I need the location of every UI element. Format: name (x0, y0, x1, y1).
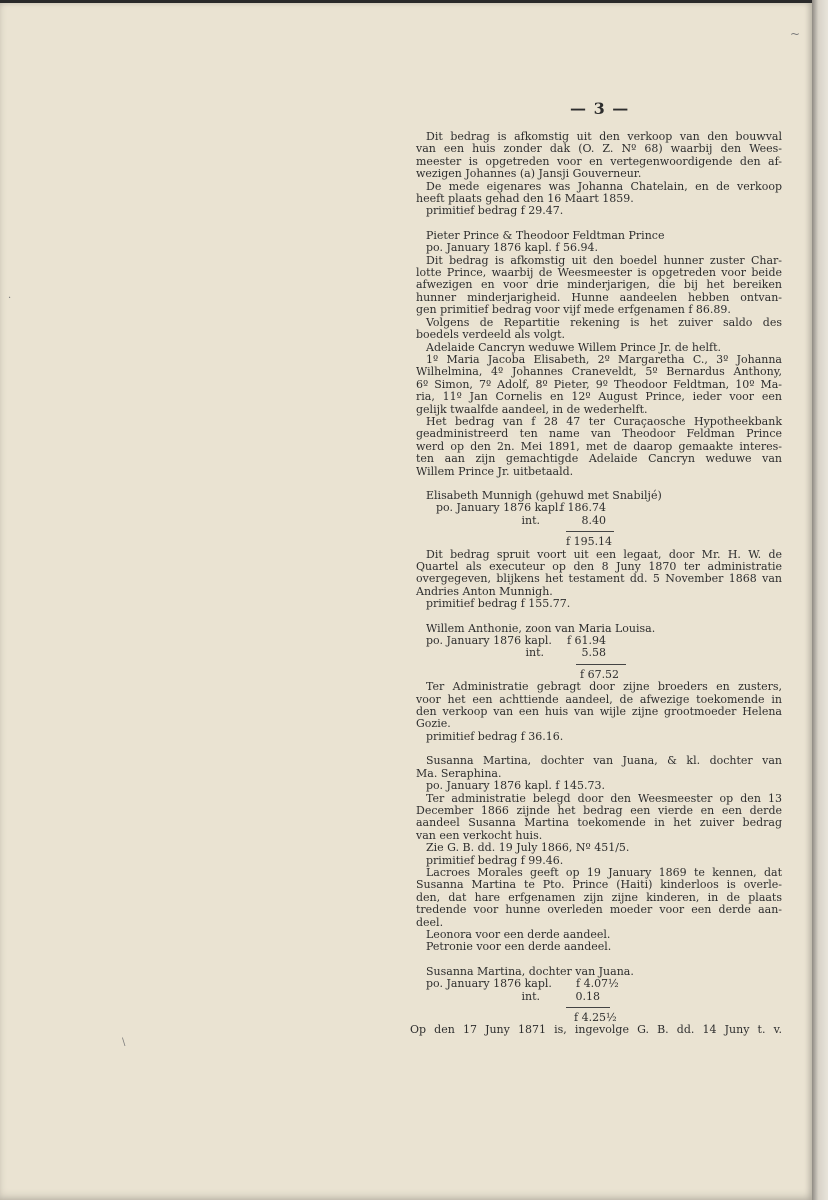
paragraph-line: Dit bedrag spruit voort uit een legaat, door Mr. H. W. de (426, 547, 782, 561)
sum-total: f 67.52 (580, 667, 620, 681)
entry-heading: Pieter Prince & Theodoor Feldtman Prince (426, 228, 665, 242)
paragraph-line: meester is opgetreden voor en vertegenwoordigende den af- (416, 154, 782, 168)
paragraph-line: gen primitief bedrag voor vijf mede erfgenamen f 86.89. (416, 303, 731, 317)
interest-row (416, 515, 782, 527)
interest-label: int. (525, 646, 544, 660)
primitief-amount: primitief bedrag f 99.46. (426, 853, 564, 867)
interest-value: 8.40 (581, 513, 606, 527)
margin-mark: \ (122, 1037, 126, 1048)
capital-label: po. January 1876 kapl. (436, 501, 562, 515)
paragraph-line: Gozie. (416, 717, 451, 731)
heir-list-line: gelijk twaalfde aandeel, in de wederhelft. (416, 402, 648, 416)
sum-total: f 195.14 (566, 535, 613, 549)
reference-line: Zie G. B. dd. 19 July 1866, Nº 451/5. (426, 841, 630, 855)
paragraph-line: Susanna Martina te Pto. Prince (Haiti) kinderloos is overle- (416, 878, 782, 892)
paragraph-line: heeft plaats gehad den 16 Maart 1859. (416, 192, 634, 206)
paragraph-line: werd op den 2n. Mei 1891, met de daarop gemaakte interes- (416, 439, 782, 453)
sum-total: f 4.25½ (574, 1011, 617, 1024)
paragraph-line: aandeel Susanna Martina toekomende in het zuiver bedrag (416, 816, 782, 830)
corner-mark: ~ (790, 27, 801, 41)
paragraph-line: hunner minderjarigheid. Hunne aandeelen hebben ontvan- (416, 290, 782, 304)
capital-label: po. January 1876 kapl. (426, 634, 552, 648)
paragraph-line: tredende voor hunne overleden moeder voor een derde aan- (416, 903, 782, 917)
paragraph-line: Andries Anton Munnigh. (416, 584, 553, 598)
paragraph-line: Op den 17 Juny 1871 is, ingevolge G. B. dd. 14 Juny t. v. (410, 1023, 782, 1037)
interest-value: 0.18 (575, 989, 600, 1003)
paragraph-line: geadministreerd ten name van Theodoor Feldman Prince (416, 427, 782, 441)
heir-list-line: 6º Simon, 7º Adolf, 8º Pieter, 9º Theodoor Feldtman, 10º Ma- (416, 377, 782, 391)
paragraph-line: December 1866 zijnde het bedrag een vierde en een derde (416, 803, 782, 817)
margin-mark: · (8, 293, 12, 304)
heir-list-line: 1º Maria Jacoba Elisabeth, 2º Margaretha C., 3º Johanna (426, 352, 782, 366)
interest-row (416, 647, 782, 659)
entry-heading: Elisabeth Munnigh (gehuwd met Snabiljé) (426, 488, 662, 502)
paragraph-line: Dit bedrag is afkomstig uit den verkoop van den bouwval (426, 130, 782, 143)
paragraph-line: voor het een achttiende aandeel, de afwezige toekomende in (416, 692, 782, 706)
paragraph-line: Adelaide Cancryn weduwe Willem Prince Jr. de helft. (426, 340, 722, 354)
paragraph-line: Ter administratie belegd door den Weesmeester op den 13 (426, 791, 782, 805)
paragraph-line: lotte Prince, waarbij de Weesmeester is opgetreden voor beide (416, 266, 782, 280)
capital-value: f 61.94 (566, 634, 606, 648)
paragraph-line: van een verkocht huis. (416, 828, 543, 842)
paragraph-line: van een huis zonder dak (O. Z. Nº 68) waarbij den Wees- (416, 142, 782, 156)
paragraph-line: afwezigen en voor drie minderjarigen, die bij het bereiken (416, 278, 782, 292)
capital-value: f 186.74 (559, 501, 606, 515)
primitief-amount: primitief bedrag f 36.16. (426, 729, 564, 743)
paragraph-line: den verkoop van een huis van wijle zijne grootmoeder Helena (416, 705, 782, 719)
paragraph-line: Volgens de Repartitie rekening is het zuiver saldo des (426, 315, 782, 329)
interest-value: 5.58 (581, 646, 606, 660)
paragraph-line: boedels verdeeld als volgt. (416, 328, 566, 342)
paragraph-line: wezigen Johannes (a) Jansji Gouverneur. (416, 167, 642, 181)
paragraph-line: Lacroes Morales geeft op 19 January 1869 te kennen, dat (426, 865, 782, 879)
paragraph-line: Willem Prince Jr. uitbetaald. (416, 464, 574, 478)
paragraph-line: den, dat hare erfgenamen zijn zijne kinderen, in de plaats (416, 890, 782, 904)
entry-heading: Susanna Martina, dochter van Juana. (426, 964, 634, 978)
heir-line: Leonora voor een derde aandeel. (426, 927, 611, 941)
interest-row (416, 991, 782, 1003)
paragraph-line: deel. (416, 915, 444, 929)
capital-row (416, 502, 782, 514)
paragraph-line: De mede eigenares was Johanna Chatelain, en de verkoop (426, 179, 782, 193)
sum-rule (576, 664, 626, 665)
paragraph-line: Quartel als executeur op den 8 Juny 1870 ter administratie (416, 560, 782, 573)
entry-heading: Willem Anthonie, zoon van Maria Louisa. (426, 621, 656, 635)
capital-row (416, 978, 782, 990)
page-text (410, 130, 782, 1037)
primitief-amount: primitief bedrag f 155.77. (426, 597, 571, 611)
page-edge (812, 0, 828, 1200)
paragraph-line: Dit bedrag is afkomstig uit den boedel hunner zuster Char- (426, 253, 782, 267)
capital-value: f 4.07½ (576, 977, 619, 991)
page-number: — 3 — (570, 99, 630, 118)
primitief-amount: primitief bedrag f 29.47. (426, 204, 564, 218)
entry-heading: Susanna Martina, dochter van Juana, & kl. dochter van (426, 754, 782, 768)
heir-line: Petronie voor een derde aandeel. (426, 940, 612, 954)
heir-list-line: Wilhelmina, 4º Johannes Craneveldt, 5º Bernardus Anthony, (416, 365, 782, 379)
interest-label: int. (521, 513, 540, 527)
interest-label: int. (521, 989, 540, 1003)
paragraph-line: Ter Administratie gebragt door zijne broeders en zusters, (426, 680, 782, 694)
paragraph-line: Het bedrag van f 28 47 ter Curaçaosche Hypotheekbank (426, 414, 782, 428)
capital-label: po. January 1876 kapl. (426, 977, 552, 991)
sum-rule (566, 1007, 610, 1008)
document-page (0, 3, 812, 1200)
entry-capital: po. January 1876 kapl. f 56.94. (426, 241, 598, 255)
paragraph-line: overgegeven, blijkens het testament dd. 5 November 1868 van (416, 572, 782, 586)
paragraph-line: ten aan zijn gemachtigde Adelaide Cancryn weduwe van (416, 452, 782, 466)
entry-heading: Ma. Seraphina. (416, 766, 502, 780)
sum-rule (566, 531, 614, 532)
entry-capital: po. January 1876 kapl. f 145.73. (426, 779, 605, 793)
heir-list-line: ria, 11º Jan Cornelis en 12º August Prince, ieder voor een (416, 390, 782, 404)
